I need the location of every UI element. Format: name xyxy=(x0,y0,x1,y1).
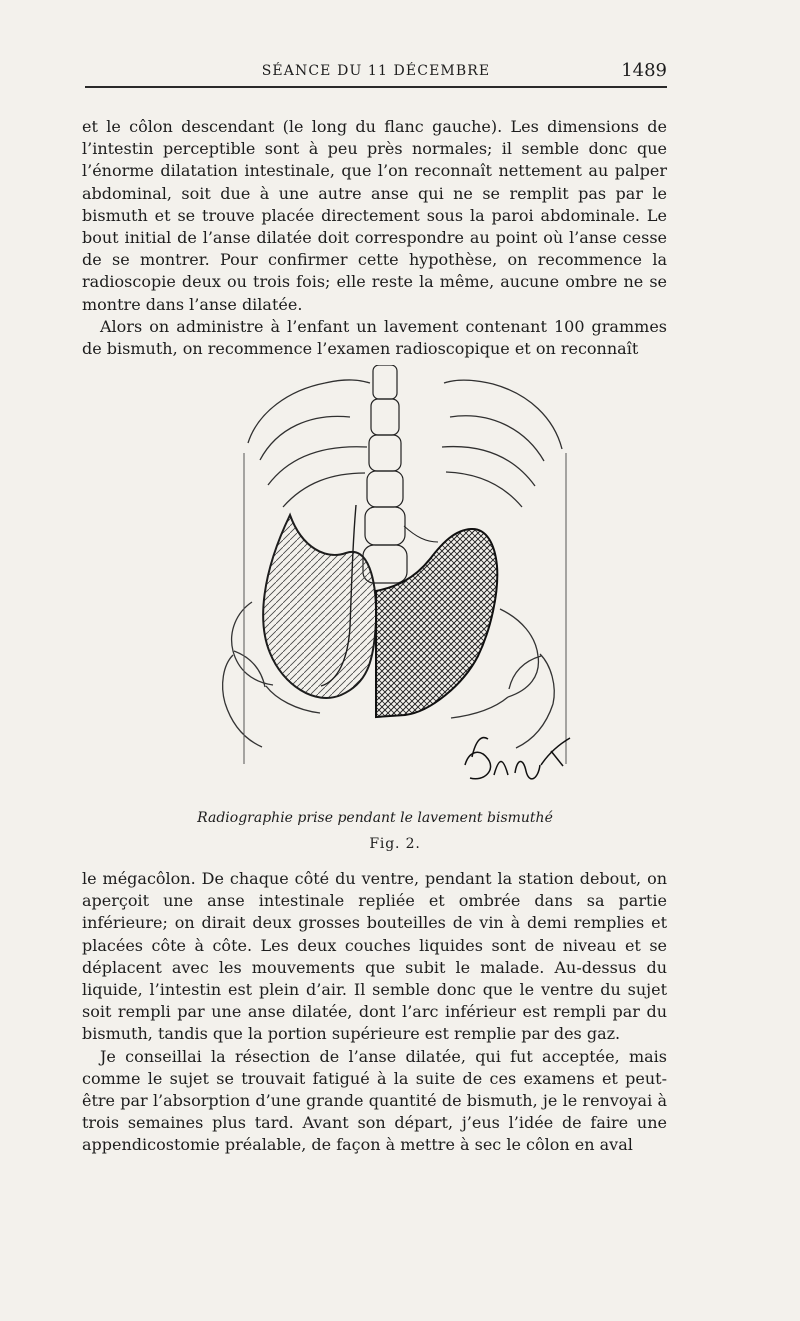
figure-caption: Radiographie prise pendant le lavement bismuthé xyxy=(197,810,553,826)
top-paragraph-2: Alors on administre à l’enfant un lavement contenant 100 grammes de bismuth, on recommence l’examen radioscopique et on reconnaît xyxy=(82,316,667,359)
header-title: SÉANCE DU 11 DÉCEMBRE xyxy=(261,63,491,79)
page-number: 1489 xyxy=(621,60,667,81)
running-header xyxy=(85,60,667,88)
ribcage-outline xyxy=(248,380,562,507)
right-loop xyxy=(376,526,497,717)
bottom-paragraph-2: Je conseillai la résection de l’anse dilatée, qui fut acceptée, mais comme le sujet se trouvait fatigué à la suite de ces examens et peut-être par l’absorption d’une grande quantité de bismuth, je le renvoyai à trois semaines plus tard. Avant son départ, j’eus l’idée de faire une appendicostomie préalable, de façon à mettre à sec le côlon en aval xyxy=(82,1046,667,1155)
signature xyxy=(465,738,570,779)
top-text-block xyxy=(82,116,667,360)
left-loop xyxy=(263,505,376,698)
bottom-text-block xyxy=(82,868,667,1157)
figure-label: Fig. 2. xyxy=(369,836,421,852)
abdominal-radiograph-illustration xyxy=(220,365,580,815)
spine xyxy=(363,365,407,583)
bottom-paragraph-1: le mégacôlon. De chaque côté du ventre, pendant la station debout, on aperçoit une anse intestinale repliée et ombrée dans sa partie inférieure; on dirait deux grosses bouteilles de vin à demi remplies et placées côte à côte. Les deux couches liquides sont de niveau et se déplacent avec les mouvements que subit le malade. Au-dessus du liquide, l’intestin est plein d’air. Il semble donc que le ventre du sujet soit rempli par une anse dilatée, dont l’arc inférieur est rempli par du bismuth, tandis que la portion supérieure est remplie par des gaz. xyxy=(82,869,667,1044)
anatomical-figure xyxy=(220,365,580,815)
top-paragraph-1: et le côlon descendant (le long du flanc gauche). Les dimensions de l’intestin perceptible sont à peu près normales; il semble donc que l’énorme dilatation intestinale, que l’on reconnaît nettement au palper abdominal, soit due à une autre anse qui ne se remplit pas par le bismuth et se trouve placée directement sous la paroi abdominale. Le bout initial de l’anse dilatée doit correspondre au point où l’anse cesse de se montrer. Pour confirmer cette hypothèse, on recommence la radioscopie deux ou trois fois; elle reste la même, aucune ombre ne se montre dans l’anse dilatée. xyxy=(82,117,667,314)
